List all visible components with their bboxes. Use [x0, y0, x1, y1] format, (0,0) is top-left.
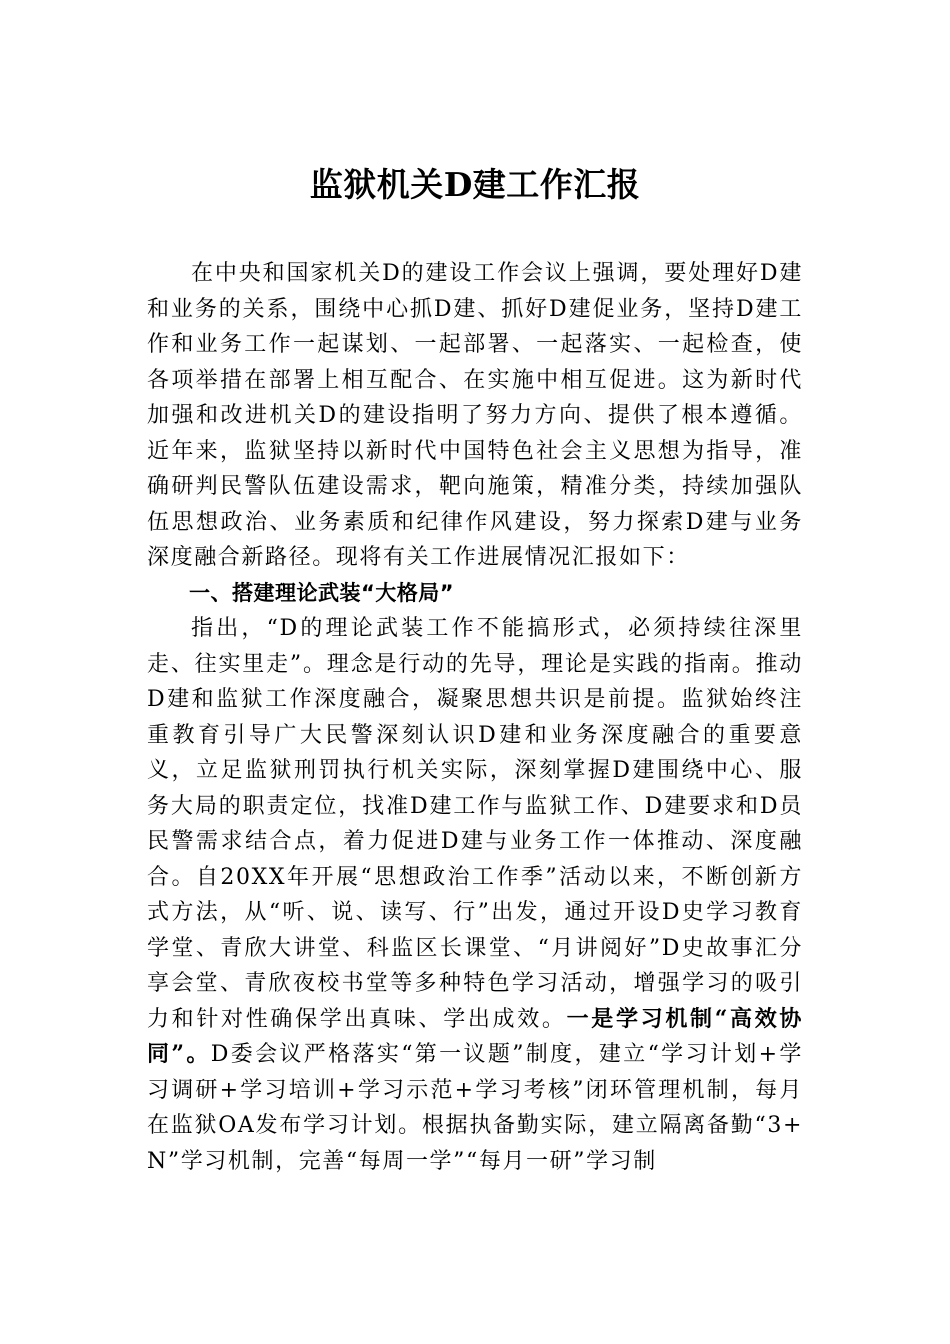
section-heading-1: 一、搭建理论武装“大格局”: [189, 580, 455, 605]
intro-paragraph: 在中央和国家机关D的建设工作会议上强调，要处理好D建和业务的关系，围绕中心抓D建、抓好D建促业务，坚持D建工作和业务工作一起谋划、一起部署、一起落实、一起检查，使各项举措在部署上相互配合、在实施中相互促进。这为新时代加强和改进机关D的建设指明了努力方向、提供了根本遵循。近年来，监狱坚持以新时代中国特色社会主义思想为指导，准确研判民警队伍建设需求，靶向施策，精准分类，持续加强队伍思想政治、业务素质和纪律作风建设，努力探索D建与业务深度融合新路径。现将有关工作进展情况汇报如下：: [147, 261, 803, 570]
section-1-text-part1: 指出，“D的理论武装工作不能搞形式，必须持续往深里走、往实里走”。理念是行动的先导，理论是实践的指南。推动D建和监狱工作深度融合，凝聚思想共识是前提。监狱始终注重教育引导广大民警深刻认识D建和业务深度融合的重要意义，立足监狱刑罚执行机关实际，深刻掌握D建围绕中心、服务大局的职责定位，找准D建工作与监狱工作、D建要求和D员民警需求结合点，着力促进D建与业务工作一体推动、深度融合。自20XX年开展“思想政治工作季”活动以来，不断创新方式方法，从“听、说、读写、行”出发，通过开设D史学习教育学堂、青欣大讲堂、科监区长课堂、“月讲阅好”D史故事汇分享会堂、青欣夜校书堂等多种特色学习活动，增强学习的吸引力和针对性确保学出真味、学出成效。: [147, 616, 803, 1032]
document-body: [147, 256, 803, 1179]
section-1-paragraph: [147, 611, 803, 1179]
section-1-subpoint-heading: 一是学习机制“高效协同”。: [147, 1005, 804, 1067]
document-title: 监狱机关D建工作汇报: [309, 165, 641, 204]
section-1-text-part2: D委会议严格落实“第一议题”制度，建立“学习计划+学习调研+学习培训+学习示范+学习考核”闭环管理机制，每月在监狱OA发布学习计划。根据执备勤实际，建立隔离备勤“3+N”学习机制，完善“每周一学”“每月一研”学习制: [147, 1042, 803, 1174]
